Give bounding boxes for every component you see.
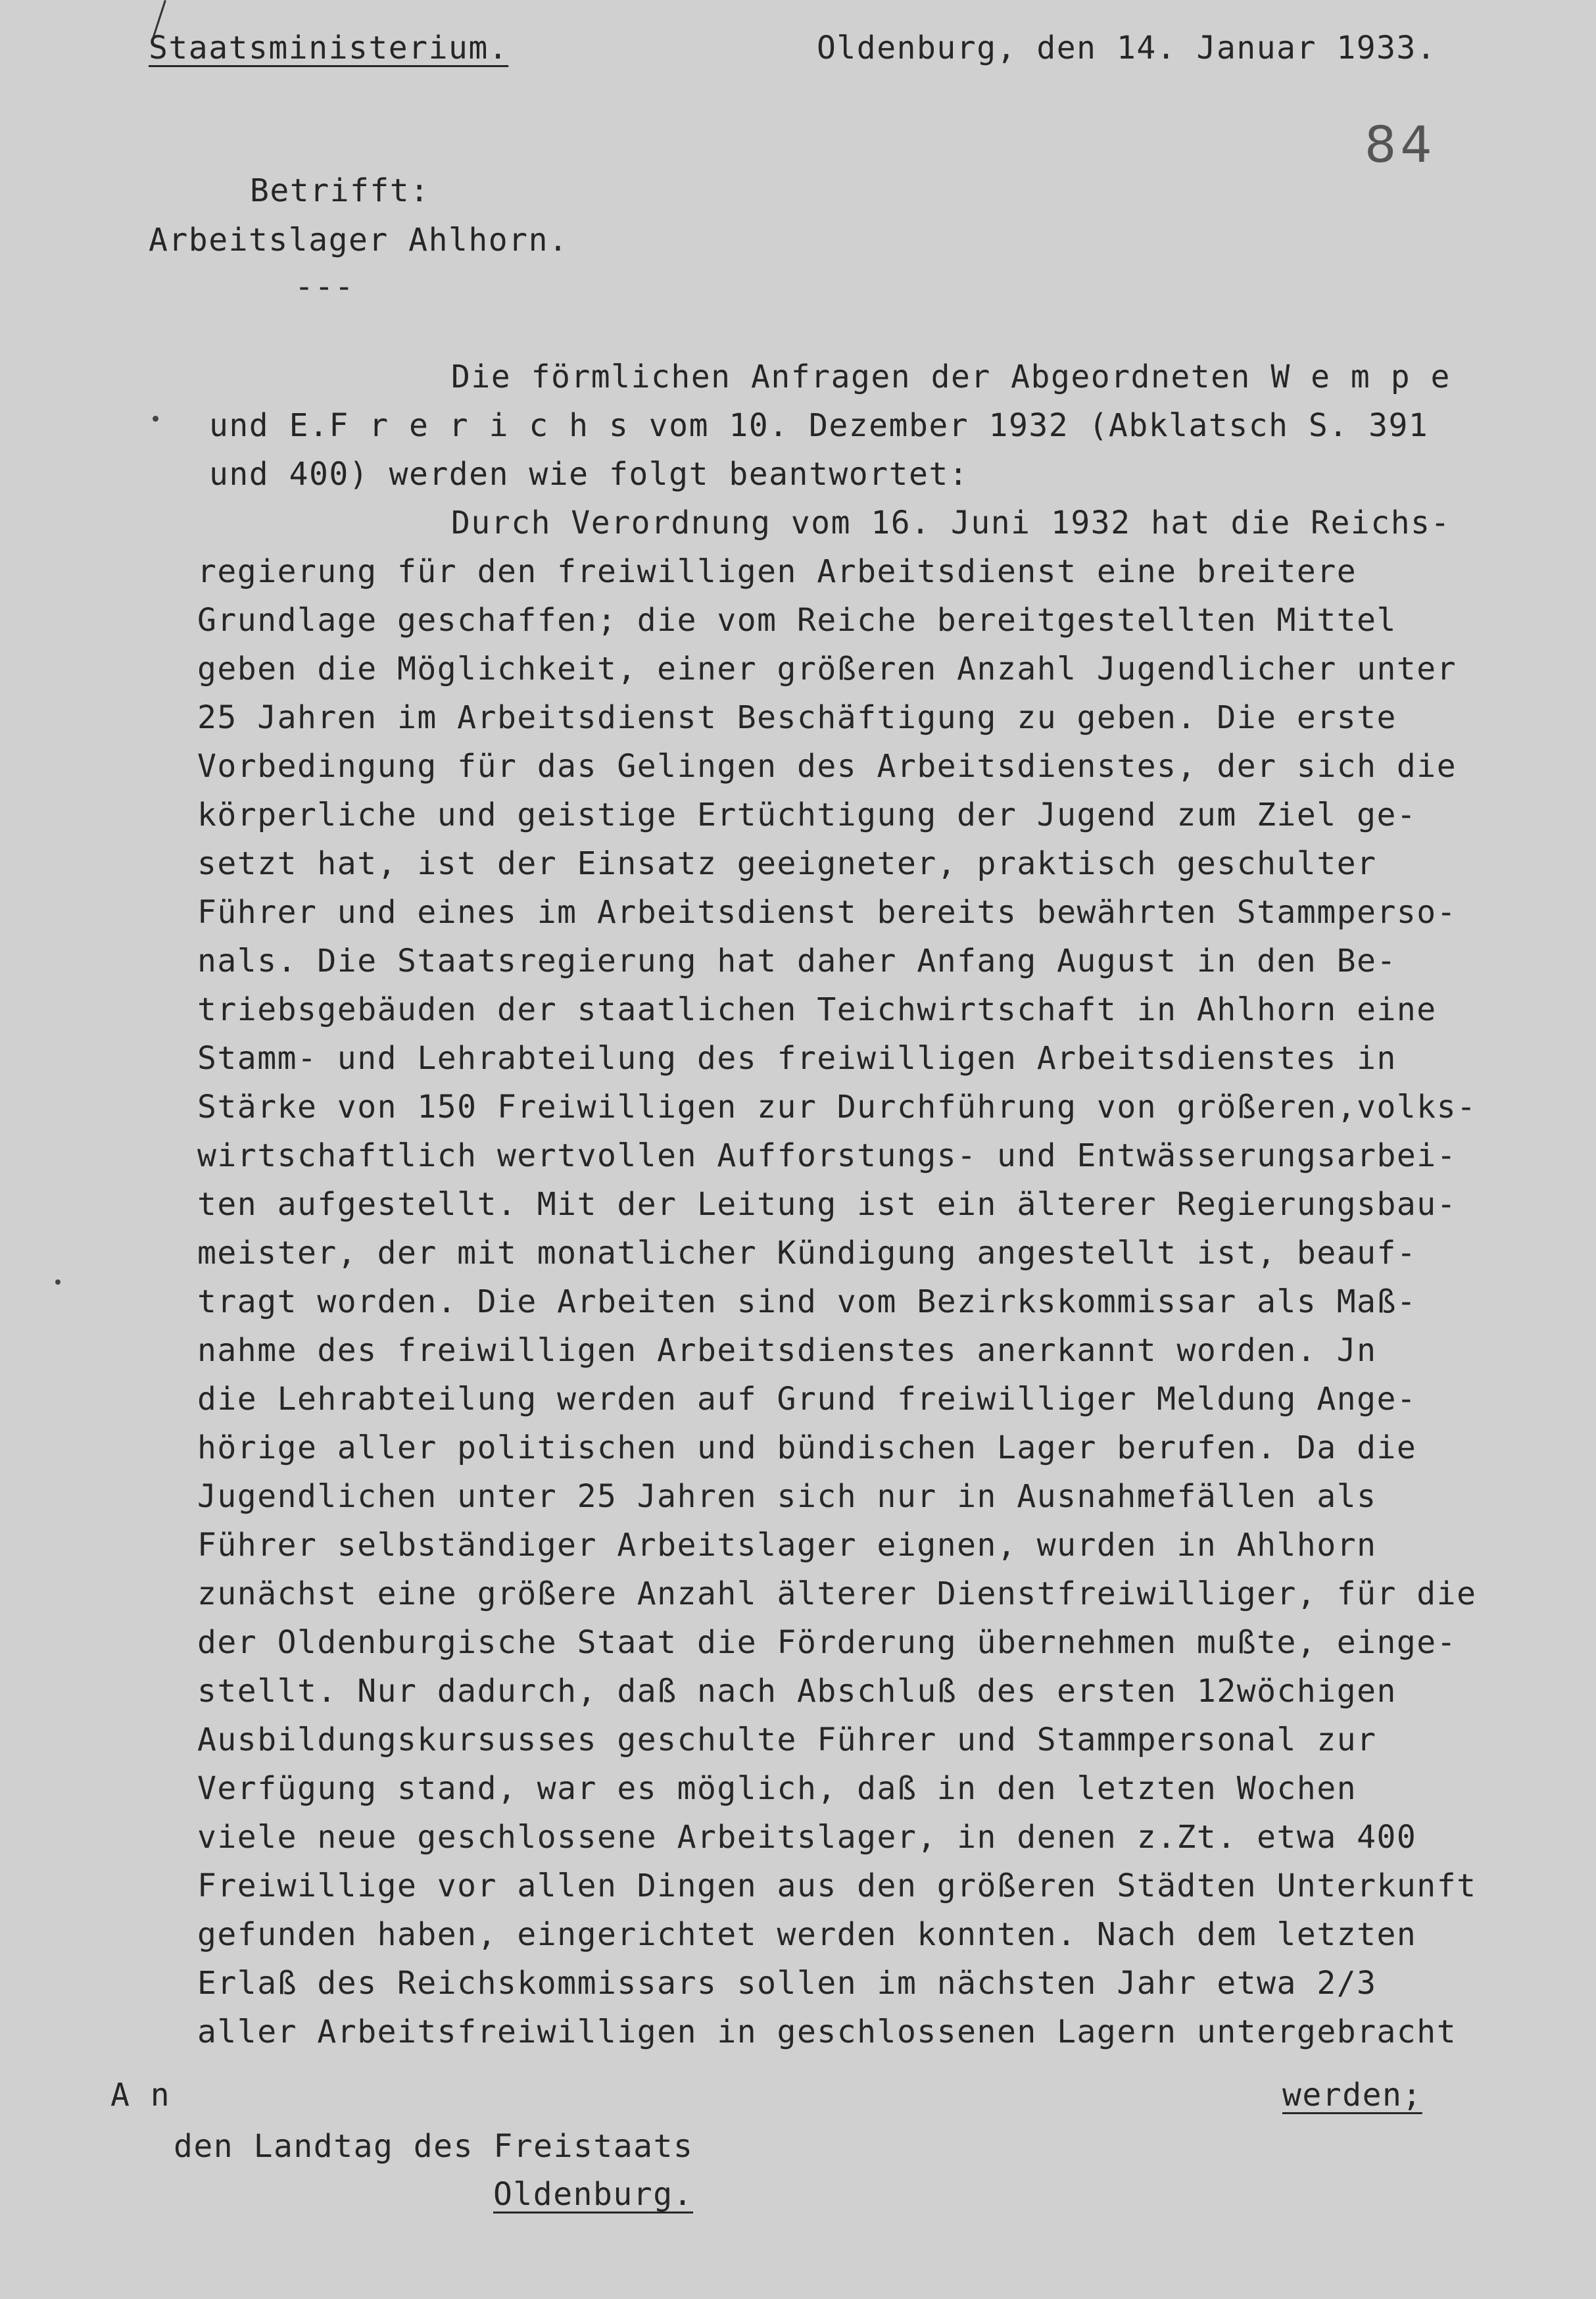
body-line: nahme des freiwilligen Arbeitsdienstes anerkannt worden. Jn xyxy=(197,1332,1377,1369)
body-line: aller Arbeitsfreiwilligen in geschlossenen Lagern untergebracht xyxy=(197,2014,1457,2050)
continuation-word: werden; xyxy=(1282,2077,1422,2114)
body-line: meister, der mit monatlicher Kündigung angestellt ist, beauf- xyxy=(197,1235,1417,1272)
body-line: setzt hat, ist der Einsatz geeigneter, praktisch geschulter xyxy=(197,845,1377,882)
body-line: nals. Die Staatsregierung hat daher Anfang August in den Be- xyxy=(197,943,1397,979)
body-line: und 400) werden wie folgt beantwortet: xyxy=(209,456,969,493)
place-date: Oldenburg, den 14. Januar 1933. xyxy=(817,30,1437,66)
body-line: tragt worden. Die Arbeiten sind vom Bezirkskommissar als Maß- xyxy=(197,1283,1417,1320)
body-line: Vorbedingung für das Gelingen des Arbeitsdienstes, der sich die xyxy=(197,748,1457,785)
body-line: stellt. Nur dadurch, daß nach Abschluß des ersten 12wöchigen xyxy=(197,1673,1397,1710)
body-line: Freiwillige vor allen Dingen aus den größeren Städten Unterkunft xyxy=(197,1867,1477,1904)
subject-title: Arbeitslager Ahlhorn. xyxy=(149,222,569,259)
recipient-line-2: Oldenburg. xyxy=(493,2176,693,2213)
recipient-line-1: den Landtag des Freistaats xyxy=(174,2128,694,2165)
body-line: Ausbildungskursusses geschulte Führer und Stammpersonal zur xyxy=(197,1721,1377,1758)
body-line: der Oldenburgische Staat die Förderung übernehmen mußte, einge- xyxy=(197,1624,1457,1661)
margin-speck xyxy=(55,1279,60,1285)
body-line: regierung für den freiwilligen Arbeitsdienst eine breitere xyxy=(197,553,1357,590)
margin-speck xyxy=(153,416,158,422)
body-line: wirtschaftlich wertvollen Aufforstungs- und Entwässerungsarbei- xyxy=(197,1137,1457,1174)
body-line: Führer und eines im Arbeitsdienst bereits bewährten Stammperso- xyxy=(197,894,1457,931)
body-line: Durch Verordnung vom 16. Juni 1932 hat die Reichs- xyxy=(451,505,1451,541)
body-line: und E.F r e r i c h s vom 10. Dezember 1932 (Abklatsch S. 391 xyxy=(209,407,1429,444)
body-line: Grundlage geschaffen; die vom Reiche bereitgestellten Mittel xyxy=(197,602,1397,639)
body-line: Die förmlichen Anfragen der Abgeordneten W e m p e xyxy=(451,358,1451,395)
body-line: zunächst eine größere Anzahl älterer Dienstfreiwilliger, für die xyxy=(197,1575,1477,1612)
body-line: gefunden haben, eingerichtet werden konnten. Nach dem letzten xyxy=(197,1916,1417,1953)
body-line: geben die Möglichkeit, einer größeren Anzahl Jugendlicher unter xyxy=(197,651,1457,687)
body-line: Führer selbständiger Arbeitslager eignen, wurden in Ahlhorn xyxy=(197,1527,1377,1564)
subject-label: Betrifft: xyxy=(250,172,430,209)
body-line: 25 Jahren im Arbeitsdienst Beschäftigung zu geben. Die erste xyxy=(197,699,1397,736)
page-number: 84 xyxy=(1365,115,1436,174)
subject-separator: --- xyxy=(295,268,355,305)
body-line: die Lehrabteilung werden auf Grund freiwilliger Meldung Ange- xyxy=(197,1381,1417,1418)
body-line: triebsgebäuden der staatlichen Teichwirtschaft in Ahlhorn eine xyxy=(197,991,1437,1028)
body-line: viele neue geschlossene Arbeitslager, in denen z.Zt. etwa 400 xyxy=(197,1819,1417,1856)
body-line: Verfügung stand, war es möglich, daß in den letzten Wochen xyxy=(197,1770,1357,1807)
body-line: Jugendlichen unter 25 Jahren sich nur in Ausnahmefällen als xyxy=(197,1478,1377,1515)
body-line: Stärke von 150 Freiwilligen zur Durchführung von größeren,volks- xyxy=(197,1089,1477,1125)
body-line: Erlaß des Reichskommissars sollen im nächsten Jahr etwa 2/3 xyxy=(197,1965,1377,2002)
body-line: Stamm- und Lehrabteilung des freiwilligen Arbeitsdienstes in xyxy=(197,1040,1397,1077)
body-line: ten aufgestellt. Mit der Leitung ist ein älterer Regierungsbau- xyxy=(197,1186,1457,1223)
body-line: hörige aller politischen und bündischen Lager berufen. Da die xyxy=(197,1429,1417,1466)
body-line: körperliche und geistige Ertüchtigung der Jugend zum Ziel ge- xyxy=(197,797,1417,833)
office-heading: Staatsministerium. xyxy=(149,30,509,66)
recipient-prefix: A n xyxy=(110,2077,171,2114)
